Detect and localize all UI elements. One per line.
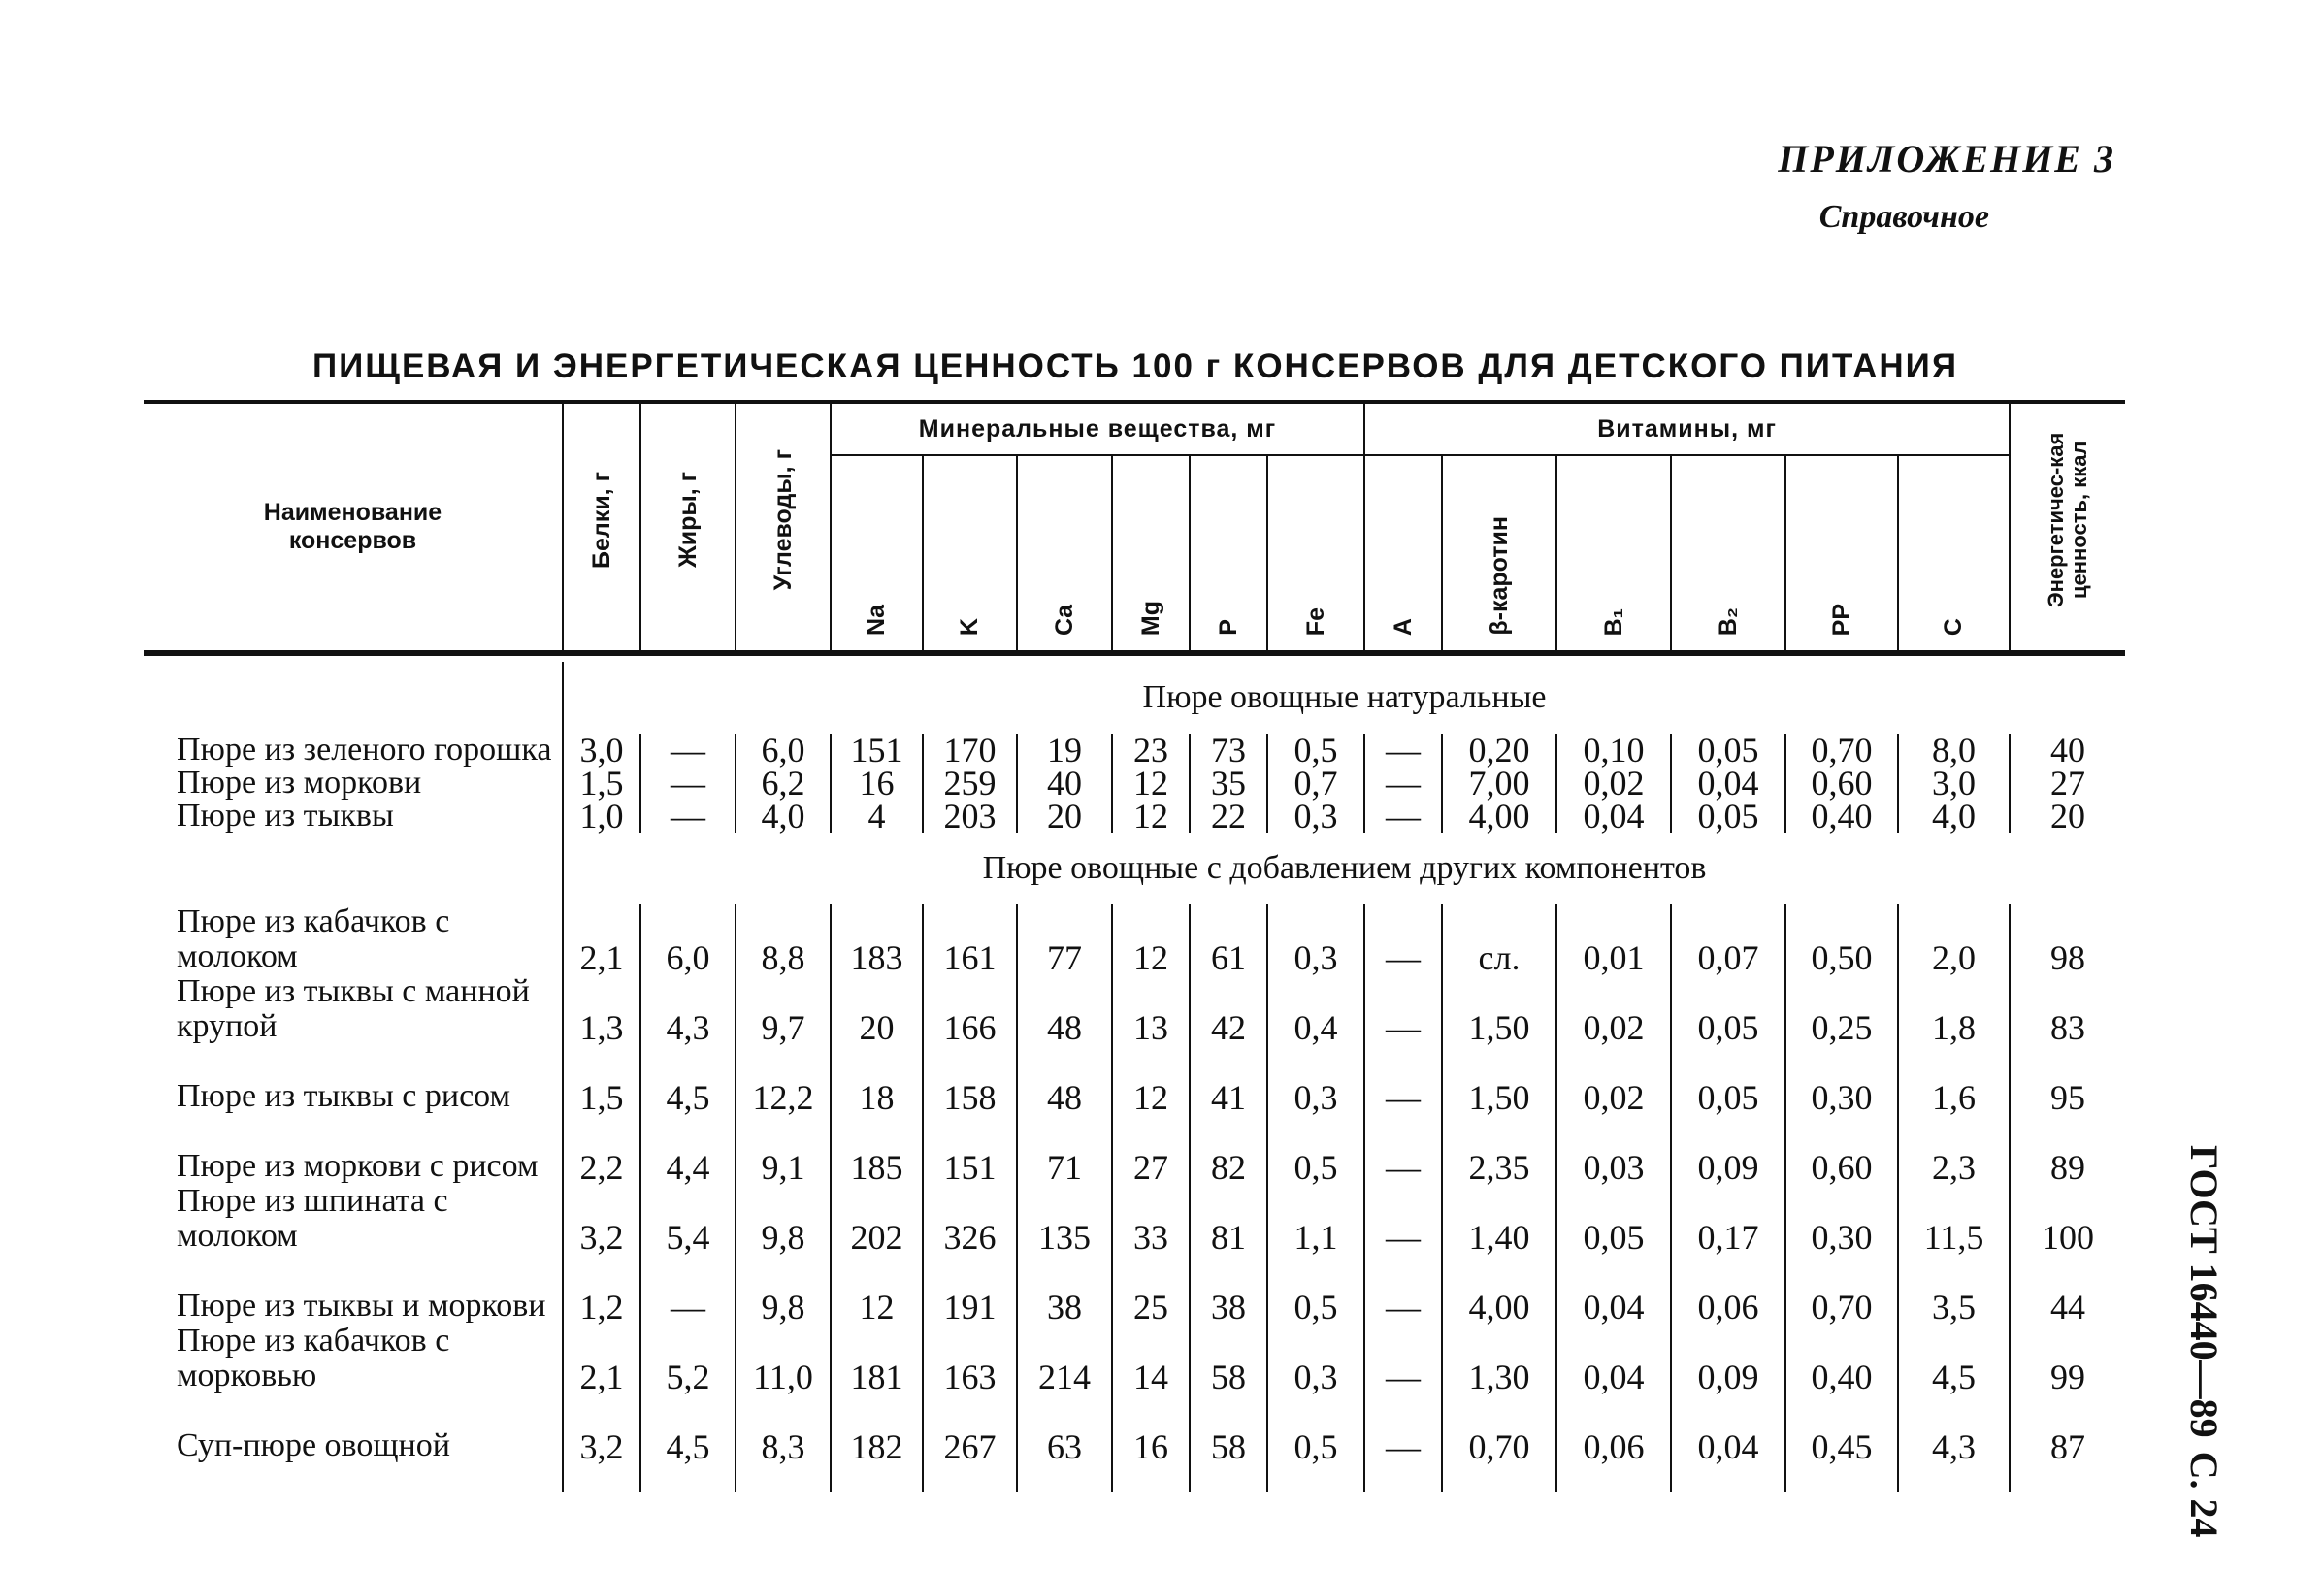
table-row [144,1324,2125,1393]
cell-ca: 48 [1017,974,1112,1044]
cell-b2: 0,05 [1671,974,1785,1044]
cell-b1: 0,03 [1556,1114,1671,1184]
cell-pp: 0,60 [1785,1114,1898,1184]
cell-beta-carotene: 1,50 [1442,974,1556,1044]
cell-beta-carotene: 0,20 [1442,734,1556,767]
cell-k: 203 [923,800,1017,833]
cell-na: 181 [831,1324,923,1393]
product-name: Пюре из зеленого горошка [177,732,552,768]
end-cell [736,1463,831,1492]
cell-c: 2,3 [1898,1114,2010,1184]
end-cell [1442,1463,1556,1492]
cell-a: — [1364,1393,1442,1463]
cell-beta-carotene: 7,00 [1442,767,1556,800]
section-spacer [144,662,563,734]
cell-k: 163 [923,1324,1017,1393]
cell-c: 4,0 [1898,800,2010,833]
cell-protein: 2,2 [563,1114,640,1184]
table-row [144,974,2125,1044]
nutrition-table [144,400,2125,1492]
cell-fe: 0,5 [1267,1254,1364,1324]
cell-energy: 44 [2010,1254,2125,1324]
cell-pp: 0,50 [1785,904,1898,974]
end-cell [1017,1463,1112,1492]
cell-p: 38 [1190,1254,1267,1324]
cell-energy: 89 [2010,1114,2125,1184]
cell-c: 2,0 [1898,904,2010,974]
cell-fat: 4,5 [640,1044,736,1114]
header-energy: Энергетичес-кая ценность, ккал [2010,402,2125,652]
cell-fat: — [640,767,736,800]
cell-ca: 63 [1017,1393,1112,1463]
cell-c: 8,0 [1898,734,2010,767]
cell-carbs: 9,8 [736,1184,831,1254]
table-row [144,1393,2125,1463]
end-cell [1898,1463,2010,1492]
end-cell [1364,1463,1442,1492]
product-name: Пюре из тыквы с рисом [177,1078,511,1114]
cell-fe: 1,1 [1267,1184,1364,1254]
cell-beta-carotene: 0,70 [1442,1393,1556,1463]
cell-pp: 0,25 [1785,974,1898,1044]
cell-p: 58 [1190,1324,1267,1393]
end-spacer [144,1463,563,1492]
cell-p: 41 [1190,1044,1267,1114]
table-title: ПИЩЕВАЯ И ЭНЕРГЕТИЧЕСКАЯ ЦЕННОСТЬ 100 г КОНСЕРВОВ ДЛЯ ДЕТСКОГО ПИТАНИЯ [311,347,1958,385]
cell-a: — [1364,1254,1442,1324]
cell-mg: 27 [1112,1114,1190,1184]
cell-carbs: 8,3 [736,1393,831,1463]
cell-k: 166 [923,974,1017,1044]
cell-b2: 0,07 [1671,904,1785,974]
cell-b1: 0,02 [1556,767,1671,800]
cell-b2: 0,06 [1671,1254,1785,1324]
section-header [144,833,2125,904]
header-carbs: Углеводы, г [736,402,831,652]
section-spacer [144,833,563,904]
cell-p: 58 [1190,1393,1267,1463]
end-cell [1112,1463,1190,1492]
cell-a: — [1364,734,1442,767]
product-name: Пюре из моркови [177,765,422,801]
cell-pp: 0,30 [1785,1184,1898,1254]
cell-a: — [1364,1184,1442,1254]
cell-energy: 27 [2010,767,2125,800]
cell-mg: 33 [1112,1184,1190,1254]
cell-b1: 0,05 [1556,1184,1671,1254]
cell-na: 202 [831,1184,923,1254]
header-c: C [1898,455,2010,652]
cell-b1: 0,02 [1556,1044,1671,1114]
cell-na: 185 [831,1114,923,1184]
header-fat: Жиры, г [640,402,736,652]
cell-fe: 0,3 [1267,1044,1364,1114]
cell-protein: 1,0 [563,800,640,833]
cell-a: — [1364,1044,1442,1114]
cell-beta-carotene: сл. [1442,904,1556,974]
cell-p: 35 [1190,767,1267,800]
cell-mg: 16 [1112,1393,1190,1463]
reference-label: Справочное [1818,199,1989,235]
product-name: Суп-пюре овощной [177,1427,450,1463]
cell-b1: 0,02 [1556,974,1671,1044]
cell-fe: 0,5 [1267,1114,1364,1184]
end-cell [1556,1463,1671,1492]
cell-b1: 0,04 [1556,1254,1671,1324]
section-title: Пюре овощные натуральные [1142,679,1547,715]
header-name: Наименование консервов [144,402,563,652]
cell-protein: 1,2 [563,1254,640,1324]
cell-beta-carotene: 1,40 [1442,1184,1556,1254]
appendix-label: ПРИЛОЖЕНИЕ 3 [1778,137,2115,180]
end-cell [1267,1463,1364,1492]
cell-b1: 0,04 [1556,800,1671,833]
product-name: Пюре из тыквы с манной крупой [177,973,530,1044]
cell-p: 61 [1190,904,1267,974]
cell-a: — [1364,767,1442,800]
header-vitamins-group: Витамины, мг [1364,402,2010,455]
cell-energy: 100 [2010,1184,2125,1254]
table-row [144,734,2125,767]
cell-k: 259 [923,767,1017,800]
cell-energy: 40 [2010,734,2125,767]
cell-protein: 1,3 [563,974,640,1044]
cell-c: 1,8 [1898,974,2010,1044]
cell-protein: 3,0 [563,734,640,767]
product-name: Пюре из тыквы [177,798,394,834]
cell-na: 182 [831,1393,923,1463]
cell-p: 81 [1190,1184,1267,1254]
cell-protein: 3,2 [563,1393,640,1463]
header-minerals-group: Минеральные вещества, мг [831,402,1364,455]
cell-pp: 0,40 [1785,800,1898,833]
cell-fat: — [640,800,736,833]
cell-b1: 0,01 [1556,904,1671,974]
cell-b1: 0,06 [1556,1393,1671,1463]
cell-p: 42 [1190,974,1267,1044]
cell-beta-carotene: 1,50 [1442,1044,1556,1114]
cell-na: 4 [831,800,923,833]
header-na: Na [831,455,923,652]
table-end-row [144,1463,2125,1492]
cell-pp: 0,70 [1785,1254,1898,1324]
cell-fat: — [640,1254,736,1324]
cell-ca: 214 [1017,1324,1112,1393]
cell-k: 267 [923,1393,1017,1463]
cell-b2: 0,04 [1671,767,1785,800]
cell-protein: 3,2 [563,1184,640,1254]
cell-mg: 12 [1112,904,1190,974]
table-row [144,1114,2125,1184]
cell-carbs: 9,1 [736,1114,831,1184]
cell-carbs: 6,2 [736,767,831,800]
cell-fat: 6,0 [640,904,736,974]
end-cell [831,1463,923,1492]
cell-na: 16 [831,767,923,800]
header-protein: Белки, г [563,402,640,652]
end-cell [2010,1463,2125,1492]
cell-ca: 38 [1017,1254,1112,1324]
product-name: Пюре из моркови с рисом [177,1148,539,1184]
cell-pp: 0,60 [1785,767,1898,800]
cell-mg: 14 [1112,1324,1190,1393]
cell-mg: 25 [1112,1254,1190,1324]
cell-c: 4,5 [1898,1324,2010,1393]
cell-a: — [1364,904,1442,974]
cell-beta-carotene: 4,00 [1442,800,1556,833]
cell-mg: 12 [1112,1044,1190,1114]
cell-mg: 13 [1112,974,1190,1044]
cell-pp: 0,70 [1785,734,1898,767]
section-header [144,662,2125,734]
header-ca: Ca [1017,455,1112,652]
cell-energy: 83 [2010,974,2125,1044]
cell-carbs: 11,0 [736,1324,831,1393]
cell-ca: 71 [1017,1114,1112,1184]
cell-carbs: 4,0 [736,800,831,833]
cell-energy: 87 [2010,1393,2125,1463]
cell-energy: 20 [2010,800,2125,833]
cell-fe: 0,3 [1267,904,1364,974]
cell-p: 22 [1190,800,1267,833]
end-cell [1785,1463,1898,1492]
cell-pp: 0,45 [1785,1393,1898,1463]
cell-ca: 20 [1017,800,1112,833]
cell-b2: 0,17 [1671,1184,1785,1254]
cell-b1: 0,04 [1556,1324,1671,1393]
table-row [144,1044,2125,1114]
header-beta-carotene: β-каротин [1442,455,1556,652]
cell-fe: 0,5 [1267,1393,1364,1463]
cell-ca: 135 [1017,1184,1112,1254]
cell-protein: 2,1 [563,1324,640,1393]
cell-c: 1,6 [1898,1044,2010,1114]
cell-fat: 4,3 [640,974,736,1044]
cell-a: — [1364,800,1442,833]
cell-na: 18 [831,1044,923,1114]
cell-b2: 0,09 [1671,1114,1785,1184]
end-cell [1671,1463,1785,1492]
cell-beta-carotene: 1,30 [1442,1324,1556,1393]
cell-b2: 0,05 [1671,1044,1785,1114]
cell-k: 326 [923,1184,1017,1254]
standard-number: ГОСТ 16440—89 [2182,1145,2226,1438]
page-number: С. 24 [2182,1451,2226,1538]
table-row [144,904,2125,974]
cell-k: 191 [923,1254,1017,1324]
cell-na: 12 [831,1254,923,1324]
end-cell [640,1463,736,1492]
header-pp: PP [1785,455,1898,652]
cell-k: 158 [923,1044,1017,1114]
cell-p: 73 [1190,734,1267,767]
cell-a: — [1364,974,1442,1044]
cell-ca: 77 [1017,904,1112,974]
cell-protein: 1,5 [563,767,640,800]
header-b2: B₂ [1671,455,1785,652]
cell-a: — [1364,1324,1442,1393]
cell-protein: 1,5 [563,1044,640,1114]
table-row [144,1184,2125,1254]
cell-b2: 0,04 [1671,1393,1785,1463]
cell-b2: 0,05 [1671,734,1785,767]
cell-na: 151 [831,734,923,767]
cell-c: 3,5 [1898,1254,2010,1324]
cell-na: 20 [831,974,923,1044]
cell-carbs: 9,7 [736,974,831,1044]
cell-k: 170 [923,734,1017,767]
cell-fat: 4,5 [640,1393,736,1463]
cell-mg: 12 [1112,800,1190,833]
cell-b2: 0,09 [1671,1324,1785,1393]
cell-fe: 0,5 [1267,734,1364,767]
cell-k: 151 [923,1114,1017,1184]
cell-p: 82 [1190,1114,1267,1184]
header-mg: Mg [1112,455,1190,652]
cell-pp: 0,40 [1785,1324,1898,1393]
table-row [144,767,2125,800]
cell-carbs: 9,8 [736,1254,831,1324]
product-name: Пюре из кабачков с молоком [177,903,450,974]
cell-energy: 95 [2010,1044,2125,1114]
cell-carbs: 6,0 [736,734,831,767]
cell-fat: — [640,734,736,767]
section-title: Пюре овощные с добавлением других компонентов [982,850,1707,886]
end-cell [1190,1463,1267,1492]
header-fe: Fe [1267,455,1364,652]
cell-b1: 0,10 [1556,734,1671,767]
cell-protein: 2,1 [563,904,640,974]
cell-na: 183 [831,904,923,974]
header-p: P [1190,455,1267,652]
table-row [144,800,2125,833]
cell-beta-carotene: 2,35 [1442,1114,1556,1184]
cell-fat: 5,4 [640,1184,736,1254]
cell-ca: 19 [1017,734,1112,767]
cell-pp: 0,30 [1785,1044,1898,1114]
cell-b2: 0,05 [1671,800,1785,833]
cell-beta-carotene: 4,00 [1442,1254,1556,1324]
table-row [144,1254,2125,1324]
cell-fe: 0,3 [1267,1324,1364,1393]
cell-fat: 5,2 [640,1324,736,1393]
cell-carbs: 8,8 [736,904,831,974]
cell-c: 4,3 [1898,1393,2010,1463]
cell-fe: 0,4 [1267,974,1364,1044]
product-name: Пюре из тыквы и моркови [177,1288,546,1324]
header-a: A [1364,455,1442,652]
cell-c: 3,0 [1898,767,2010,800]
side-page-label [2181,1145,2227,1552]
cell-k: 161 [923,904,1017,974]
end-cell [923,1463,1017,1492]
cell-a: — [1364,1114,1442,1184]
cell-mg: 12 [1112,767,1190,800]
product-name: Пюре из кабачков с морковью [177,1323,450,1393]
cell-energy: 99 [2010,1324,2125,1393]
cell-fe: 0,3 [1267,800,1364,833]
cell-fe: 0,7 [1267,767,1364,800]
cell-energy: 98 [2010,904,2125,974]
header-b1: B₁ [1556,455,1671,652]
cell-ca: 40 [1017,767,1112,800]
product-name: Пюре из шпината с молоком [177,1183,448,1254]
cell-c: 11,5 [1898,1184,2010,1254]
cell-mg: 23 [1112,734,1190,767]
cell-fat: 4,4 [640,1114,736,1184]
header-k: K [923,455,1017,652]
cell-carbs: 12,2 [736,1044,831,1114]
cell-ca: 48 [1017,1044,1112,1114]
end-cell [563,1463,640,1492]
